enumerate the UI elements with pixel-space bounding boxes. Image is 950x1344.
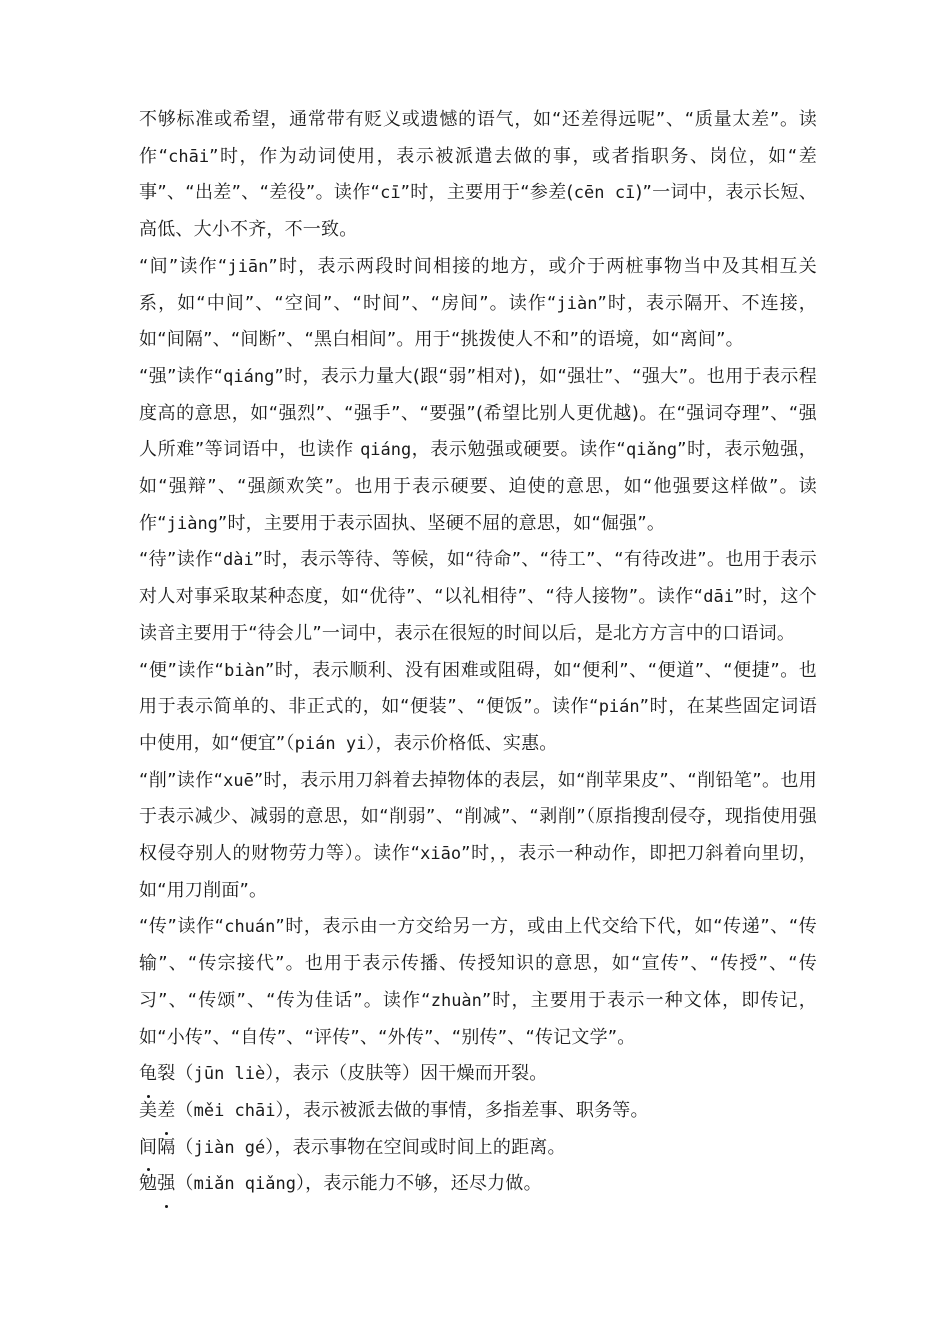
emphasized-character: 龟 [139, 1056, 157, 1093]
gloss-pre-text: 勉 [139, 1173, 158, 1195]
paragraph-cha-continuation: 不够标准或希望，通常带有贬义或遗憾的语气，如“还差得远呢”、“质量太差”。读作“chāi”时，作为动词使用，表示被派遣去做的事，或者指职务、岗位，如“差事”、“出差”、“差役”。读作“cī”时，主要用于“参差(cēn cī)”一词中，表示长短、高低、大小不齐，不一致。 [139, 109, 818, 241]
gloss-junlie [139, 1056, 817, 1093]
paragraph-dai: “待”读作“dài”时，表示等待、等候，如“待命”、“待工”、“有待改进”。也用于表示对人对事采取某种态度，如“优待”、“以礼相待”、“待人接物”。读作“dāi”时，这个读音主要用于“待会儿”一词中，表示在很短的时间以后，是北方方言中的口语词。 [139, 549, 818, 644]
gloss-rest-text: 裂（jūn liè），表示（皮肤等）因干燥而开裂。 [157, 1063, 548, 1085]
paragraph-jian: “间”读作“jiān”时，表示两段时间相接的地方，或介于两桩事物当中及其相互关系，如“中间”、“空间”、“时间”、“房间”。读作“jiàn”时，表示隔开、不连接，如“间隔”、“间断”、“黑白相间”。用于“挑拨使人不和”的语境，如“离间”。 [139, 255, 817, 351]
paragraph-bian: “便”读作“biàn”时，表示顺利、没有困难或阻碍，如“便利”、“便道”、“便捷”。也用于表示简单的、非正式的，如“便装”、“便饭”。读作“pián”时，在某些固定词语中使用，如“便宜”（pián yi），表示价格低、实惠。 [139, 659, 817, 754]
gloss-pre-text: 美 [139, 1099, 158, 1121]
emphasized-character: 间 [139, 1130, 157, 1167]
gloss-jiange [139, 1130, 817, 1167]
gloss-rest-text: （miǎn qiǎng），表示能力不够，还尽力做。 [175, 1173, 542, 1195]
gloss-rest-text: 隔（jiàn gé），表示事物在空间或时间上的距离。 [157, 1136, 566, 1158]
paragraph-xue: “削”读作“xuē”时，表示用刀斜着去掉物体的表层，如“削苹果皮”、“削铅笔”。也用于表示减少、减弱的意思，如“削弱”、“削减”、“剥削”（原指搜刮侵夺，现指使用强权侵夺别人的财物劳力等）。读作“xiāo”时，，表示一种动作，即把刀斜着向里切，如“用刀削面”。 [139, 769, 817, 901]
gloss-meichai [139, 1093, 817, 1130]
paragraph-qiang: “强”读作“qiáng”时，表示力量大(跟“弱”相对)，如“强壮”、“强大”。也用于表示程度高的意思，如“强烈”、“强手”、“要强”(希望比别人更优越)。在“强词夺理”、“强人所难”等词语中，也读作 qiáng，表示勉强或硬要。读作“qiǎng”时，表示勉强，如“强辩”、“强颜欢笑”。也用于表示硬要、迫使的意思，如“他强要这样做”。读作“jiàng”时，主要用于表示固执、坚硬不屈的意思，如“倔强”。 [139, 365, 817, 534]
gloss-mianqiang [139, 1166, 817, 1203]
emphasized-character: 差 [157, 1093, 175, 1130]
paragraph-chuan: “传”读作“chuán”时，表示由一方交给另一方，或由上代交给下代，如“传递”、“传输”、“传宗接代”。也用于表示传播、传授知识的意思，如“宣传”、“传授”、“传习”、“传颂”、“传为佳话”。读作“zhuàn”时，主要用于表示一种文体，即传记，如“小传”、“自传”、“评传”、“外传”、“别传”、“传记文学”。 [139, 916, 817, 1048]
gloss-rest-text: （měi chāi），表示被派去做的事情，多指差事、职务等。 [175, 1099, 649, 1121]
document-body [139, 102, 817, 1203]
emphasized-character: 强 [157, 1166, 175, 1203]
